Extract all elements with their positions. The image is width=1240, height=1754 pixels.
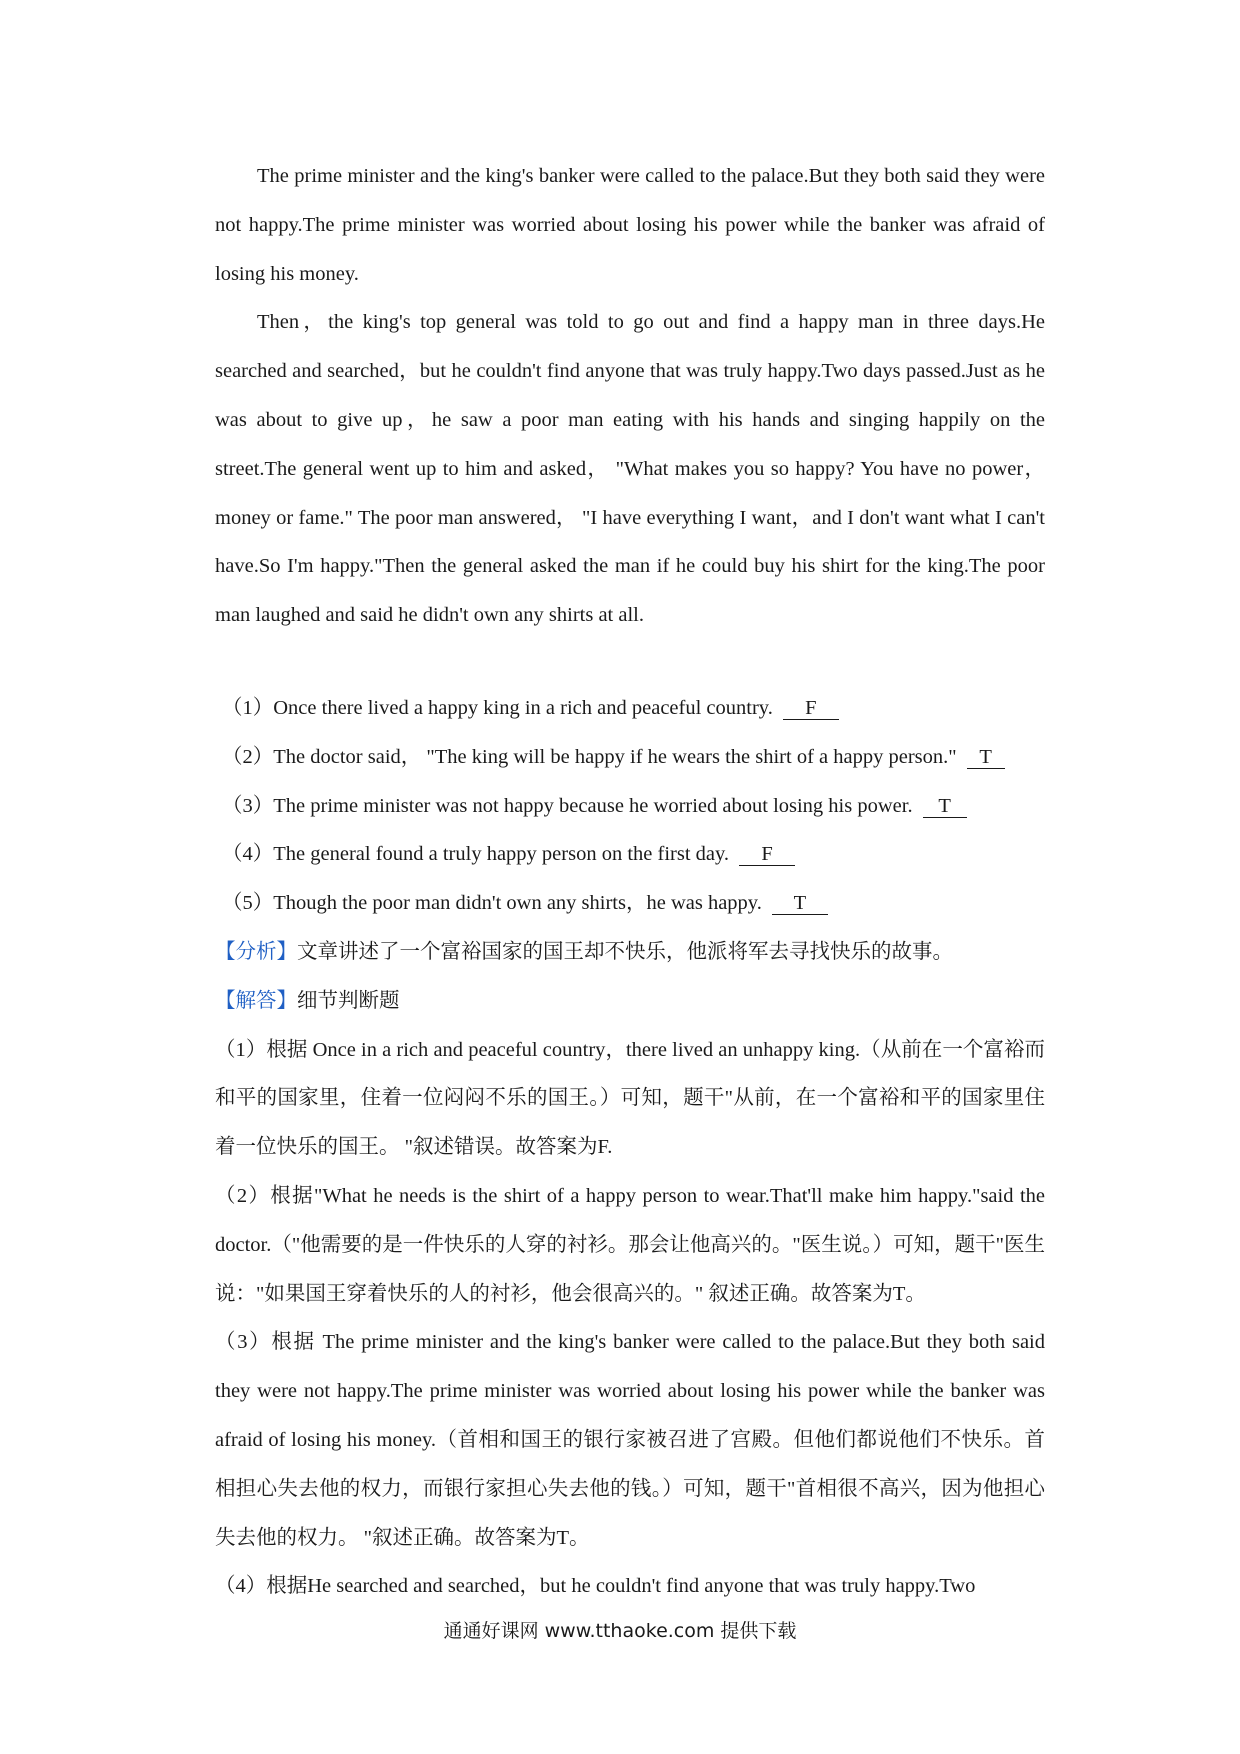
- answer-blank: F: [783, 697, 839, 720]
- answer-explanation-2: （2）根据"What he needs is the shirt of a happy person to wear.That'll make him happy."said the doctor.（"他需要的是一件快乐的人穿的衬衫。那会让他高兴的。"医生说。）可知，题干"医生说："如果国王穿着快乐的人的衬衫，他会很高兴的。" 叙述正确。故答案为T。: [215, 1184, 1045, 1305]
- analysis-section: [215, 928, 1045, 977]
- page-footer: 通通好课网 www.tthaoke.com 提供下载: [443, 1620, 797, 1642]
- solution-label: 【解答】: [215, 989, 297, 1012]
- passage-paragraph-1: The prime minister and the king's banker were called to the palace.But they both said they were not happy.The prime minister was worried about losing his power while the banker was afraid of losing his money.: [215, 165, 1045, 285]
- question-number: （4）: [222, 843, 274, 866]
- question-text: Though the poor man didn't own any shirts，he was happy.: [273, 892, 762, 915]
- question-4: [215, 830, 1045, 879]
- answer-blank: T: [967, 746, 1005, 769]
- answer-explanation-4: （4）根据He searched and searched，but he couldn't find anyone that was truly happy.Two: [215, 1575, 976, 1598]
- question-1: [215, 684, 1045, 733]
- answer-blank: T: [923, 795, 967, 818]
- question-text: The general found a truly happy person on the first day.: [273, 843, 730, 866]
- question-text: The prime minister was not happy because he worried about losing his power.: [273, 794, 913, 817]
- question-text: The doctor said， "The king will be happy if he wears the shirt of a happy person.": [273, 745, 957, 768]
- answer-explanation-1: （1）根据 Once in a rich and peaceful country，there lived an unhappy king.（从前在一个富裕而和平的国家里，住着一位闷闷不乐的国王。）可知，题干"从前，在一个富裕和平的国家里住着一位快乐的国王。 "叙述错误。故答案为F.: [215, 1038, 1045, 1159]
- solution-text: 细节判断题: [297, 989, 400, 1012]
- answer-explanation-3: （3）根据 The prime minister and the king's banker were called to the palace.But they both said they were not happy.The prime minister was worried about losing his power while the banker was afraid of losing his money.（首相和国王的银行家被召进了宫殿。但他们都说他们不快乐。首相担心失去他的权力，而银行家担心失去他的钱。）可知，题干"首相很不高兴，因为他担心失去他的权力。 "叙述正确。故答案为T。: [215, 1331, 1045, 1549]
- question-3: [215, 782, 1045, 831]
- question-number: （3）: [222, 794, 274, 817]
- answer-blank: T: [772, 892, 828, 915]
- question-number: （2）: [222, 745, 274, 768]
- analysis-label: 【分析】: [215, 940, 297, 963]
- document-body: [215, 152, 1045, 1611]
- question-number: （5）: [222, 892, 274, 915]
- analysis-text: 文章讲述了一个富裕国家的国王却不快乐，他派将军去寻找快乐的故事。: [297, 940, 953, 963]
- spacer: [215, 640, 1045, 684]
- question-number: （1）: [222, 696, 274, 719]
- question-2: [215, 733, 1045, 782]
- answer-blank: F: [739, 843, 795, 866]
- question-5: [215, 879, 1045, 928]
- passage-paragraph-2: Then，the king's top general was told to go out and find a happy man in three days.He searched and searched，but he couldn't find anyone that was truly happy.Two days passed.Just as he was about to give up，he saw a poor man eating with his hands and singing happily on the street.The general went up to him and asked， "What makes you so happy? You have no power，money or fame." The poor man answered， "I have everything I want，and I don't want what I can't have.So I'm happy."Then the general asked the man if he could buy his shirt for the king.The poor man laughed and said he didn't own any shirts at all.: [215, 311, 1045, 627]
- question-text: Once there lived a happy king in a rich and peaceful country.: [273, 696, 773, 719]
- solution-section: [215, 977, 1045, 1026]
